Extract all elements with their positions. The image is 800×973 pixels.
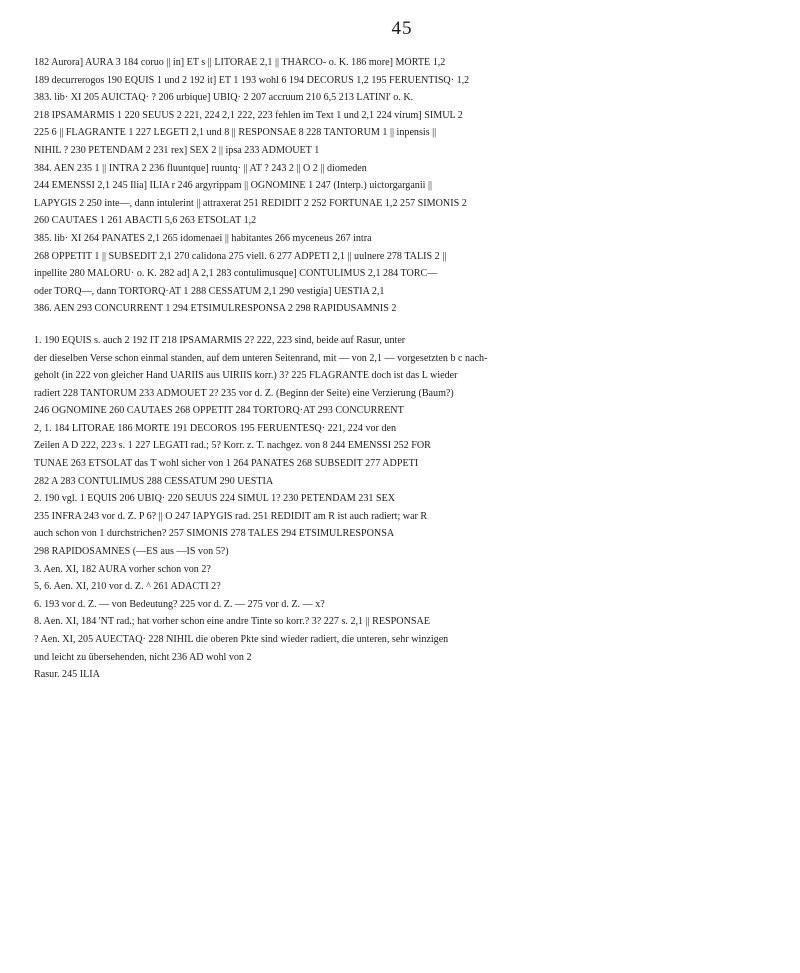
note-line: auch schon von 1 durchstrichen? 257 SIMONIS 278 TALES 294 ETSIMULRESPONSA [34, 528, 395, 540]
note-line: der dieselben Verse schon einmal standen, auf dem unteren Seitenrand, mit — von 2,1 — vorgesetzten b c nach- [34, 352, 488, 364]
text-line: 225 6 || FLAGRANTE 1 227 LEGETI 2,1 und 8 || RESPONSAE 8 228 TANTORUM 1 || inpensis || [34, 127, 437, 139]
note-line: 298 RAPIDOSAMNES (—ES aus —IS von 5?) [34, 546, 229, 558]
note-line: 246 OGNOMINE 260 CAUTAES 268 OPPETIT 284 TORTORQ·AT 293 CONCURRENT [34, 405, 404, 417]
text-line: oder TORQ—, dann TORTORQ·AT 1 288 CESSATUM 2,1 290 vestigia] UESTIA 2,1 [34, 285, 385, 297]
text-line: 383. lib· XI 205 AUICTAQ· ? 206 urbique] UBIQ· 2 207 accruum 210 6,5 213 LATINI' o. K. [34, 92, 414, 104]
text-line: 268 OPPETIT 1 || SUBSEDIT 2,1 270 calidona 275 viell. 6 277 ADPETI 2,1 || uulnere 278 TALIS 2 || [34, 250, 447, 262]
note-line: 6. 193 vor d. Z. — von Bedeutung? 225 vor d. Z. — 275 vor d. Z. — x? [34, 598, 325, 610]
text-line: 386. AEN 293 CONCURRENT 1 294 ETSIMULRESPONSA 2 298 RAPIDUSAMNIS 2 [34, 303, 397, 315]
note-line: 3. Aen. XI, 182 AURA vorher schon von 2? [34, 563, 211, 575]
text-line: 189 decurrerogos 190 EQUIS 1 und 2 192 it] ET 1 193 wohl 6 194 DECORUS 1,2 195 FERUENTISQ· 1,2 [34, 74, 470, 86]
note-line: 5, 6. Aen. XI, 210 vor d. Z. ^ 261 ADACTI 2? [34, 581, 221, 593]
text-line: 385. lib· XI 264 PANATES 2,1 265 idomenaei || habitantes 266 myceneus 267 intra [34, 232, 372, 244]
text-line: 244 EMENSSI 2,1 245 Ilia] ILIA r 246 argyrippam || OGNOMINE 1 247 (Interp.) uictorgarganii || [34, 180, 433, 192]
note-line: Rasur. 245 ILIA [34, 669, 100, 681]
text-line: LAPYGIS 2 250 inte—, dann intulerint || attraxerat 251 REDIDIT 2 252 FORTUNAE 1,2 257 SIMONIS 2 [34, 197, 467, 209]
note-line: 8. Aen. XI, 184 'NT rad.; hat vorher schon eine andre Tinte so korr.? 3? 227 s. 2,1 || RESPONSAE [34, 616, 430, 628]
text-line: 218 IPSAMARMIS 1 220 SEUUS 2 221, 224 2,1 222, 223 fehlen im Text 1 und 2,1 224 virum] SIMUL 2 [34, 109, 463, 121]
note-line: und leicht zu übersehenden, nicht 236 AD wohl von 2 [34, 651, 252, 663]
note-line: TUNAE 263 ETSOLAT das T wohl sicher von 1 264 PANATES 268 SUBSEDIT 277 ADPETI [34, 458, 419, 470]
text-line: NIHIL ? 230 PETENDAM 2 231 rex] SEX 2 || ipsa 233 ADMOUET 1 [34, 144, 320, 156]
text-line: 182 Aurora] AURA 3 184 coruo || in] ET s || LITORAE 2,1 || THARCO- o. K. 186 more] MORTE 1,2 [34, 57, 446, 68]
section-gap [34, 318, 770, 332]
manuscript-page [34, 18, 770, 684]
note-line: ? Aen. XI, 205 AUECTAQ· 228 NIHIL die oberen Pkte sind wieder radiert, die unteren, sehr winzigen [34, 634, 449, 645]
note-line: 2. 190 vgl. 1 EQUIS 206 UBIQ· 220 SEUUS 224 SIMUL 1? 230 PETENDAM 231 SEX [34, 493, 396, 505]
note-line: 282 A 283 CONTULIMUS 288 CESSATUM 290 UESTIA [34, 475, 274, 487]
text-line: 384. AEN 235 1 || INTRA 2 236 fluuntque] ruuntq· || AT ? 243 2 || O 2 || diomeden [34, 162, 367, 174]
note-line: 1. 190 EQUIS s. auch 2 192 IT 218 IPSAMARMIS 2? 222, 223 sind, beide auf Rasur, unter [34, 334, 406, 346]
page-number: 45 [391, 18, 413, 39]
note-line: Zeilen A D 222, 223 s. 1 227 LEGATI rad.; 5? Korr. z. T. nachgez. von 8 244 EMENSSI 252 FOR [34, 440, 431, 452]
text-line: 260 CAUTAES 1 261 ABACTI 5,6 263 ETSOLAT 1,2 [34, 215, 257, 227]
note-line: 235 INFRA 243 vor d. Z. P 6? || O 247 IAPYGIS rad. 251 REDIDIT am R ist auch radiert; war R [34, 510, 428, 522]
note-line: 2, 1. 184 LITORAE 186 MORTE 191 DECOROS 195 FERUENTESQ· 221, 224 vor den [34, 422, 397, 434]
note-line: geholt (in 222 von gleicher Hand UARIIS aus UIRIIS korr.) 3? 225 FLAGRANTE doch ist das L wieder [34, 370, 458, 382]
text-line: inpellite 280 MALORU· o. K. 282 ad] A 2,1 283 contulimusque] CONTULIMUS 2,1 284 TORC— [34, 268, 438, 280]
note-line: radiert 228 TANTORUM 233 ADMOUET 2? 235 vor d. Z. (Beginn der Seite) eine Verzierung (Baum?) [34, 387, 454, 399]
